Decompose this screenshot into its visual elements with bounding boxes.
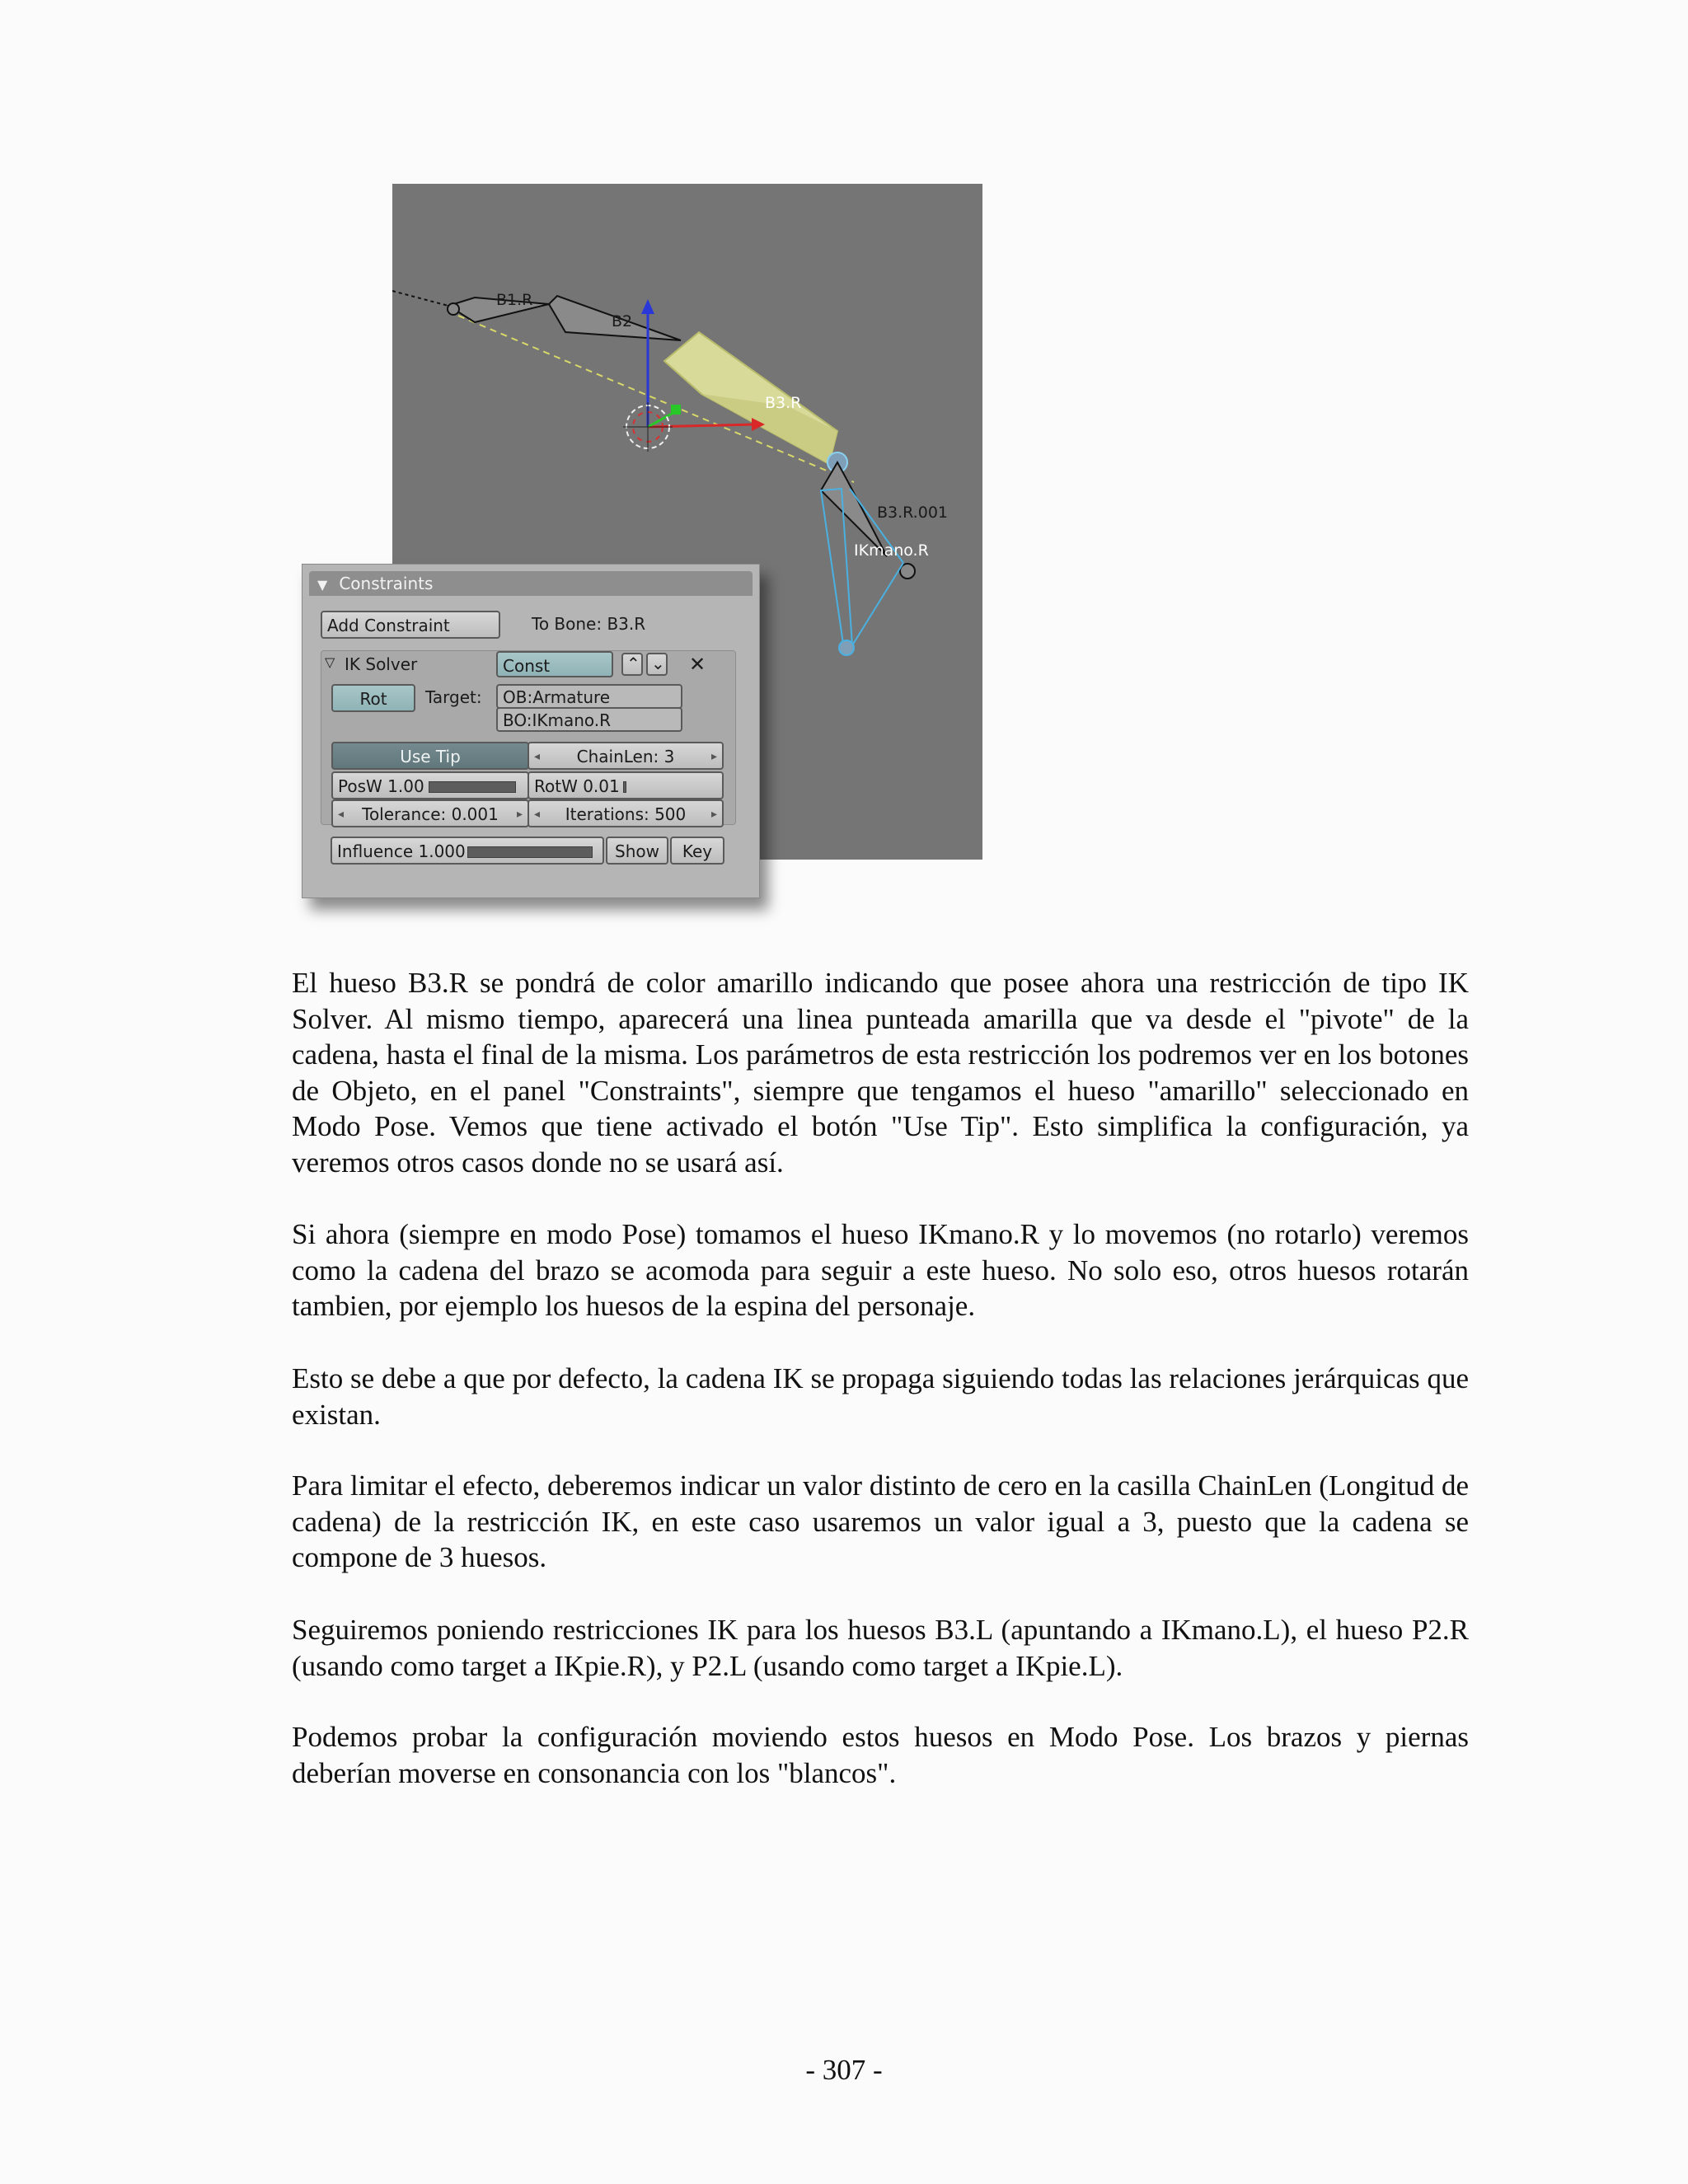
increment-arrow-icon[interactable]: ▸ [516, 808, 523, 821]
move-down-icon[interactable]: ⌄ [646, 653, 668, 676]
panel-header[interactable] [309, 571, 753, 596]
use-tip-toggle[interactable]: Use Tip [331, 742, 529, 770]
influence-slider[interactable]: Influence 1.000 [331, 837, 604, 865]
target-bone-field[interactable]: BO:IKmano.R [496, 707, 682, 732]
move-up-icon[interactable]: ⌃ [621, 653, 643, 676]
increment-arrow-icon[interactable]: ▸ [710, 808, 717, 821]
chainlen-field[interactable]: ◂ ChainLen: 3 ▸ [528, 742, 724, 770]
rotw-slider-fill [623, 781, 626, 793]
increment-arrow-icon[interactable]: ▸ [710, 750, 717, 763]
page-number: - 307 - [805, 2054, 883, 2086]
constraint-name-field[interactable]: Const [496, 651, 613, 677]
paragraph: Seguiremos poniendo restricciones IK para los huesos B3.L (apuntando a IKmano.L), el hueso P2.R (usando como target a IKpie.R), y P2.L (usando como target a IKpie.L). [292, 1614, 1469, 1682]
rotw-slider[interactable]: RotW 0.01 [528, 771, 724, 799]
panel-title: Constraints [339, 574, 434, 593]
bone-label-b1: B1.R [496, 291, 533, 309]
paragraph: Para limitar el efecto, deberemos indicar un valor distinto de cero en la casilla ChainLen (Longitud de cadena) de la restricción IK, en este caso usaremos un valor igual a 3, puesto que la cadena se compone de 3 huesos. [292, 1469, 1469, 1573]
paragraph: Si ahora (siempre en modo Pose) tomamos el hueso IKmano.R y lo movemos (no rotarlo) veremos como la cadena del brazo se acomoda para seguir a este hueso. No solo eso, otros huesos rotarán tambien, por ejemplo los huesos de la espina del personaje. [292, 1218, 1469, 1322]
decrement-arrow-icon[interactable]: ◂ [534, 750, 541, 763]
posw-slider[interactable]: PosW 1.00 [331, 771, 529, 799]
bone-label-ikmano: IKmano.R [854, 541, 929, 560]
paragraph: El hueso B3.R se pondrá de color amarillo indicando que posee ahora una restricción de tipo IK Solver. Al mismo tiempo, aparecerá una linea punteada amarilla que va desde el "pivote" de la cadena, hasta el final de la misma. Los parámetros de esta restricción los podremos ver en los botones de Objeto, en el panel "Constraints", siempre que tengamos el hueso "amarillo" seleccionado en Modo Pose. Vemos que tiene activado el botón "Use Tip". Esto simplifica la configuración, ya veremos otros casos donde no se usará así. [292, 967, 1469, 1179]
decrement-arrow-icon[interactable]: ◂ [338, 808, 345, 821]
parent-relation-line [392, 291, 448, 306]
ik-solver-subpanel [321, 650, 736, 825]
influence-slider-fill [467, 846, 593, 858]
paragraph: Esto se debe a que por defecto, la cadena IK se propaga siguiendo todas las relaciones jerárquicas que existan. [292, 1362, 1469, 1431]
target-label: Target: [425, 687, 482, 707]
tolerance-field[interactable]: ◂ Tolerance: 0.001 ▸ [331, 799, 529, 827]
to-bone-label: To Bone: B3.R [532, 614, 646, 634]
constraints-panel [302, 564, 760, 898]
rot-button[interactable]: Rot [331, 684, 415, 712]
delete-constraint-icon[interactable]: ✕ [689, 653, 706, 676]
collapse-triangle-icon[interactable]: ▼ [317, 577, 328, 593]
target-object-field[interactable]: OB:Armature [496, 684, 682, 709]
ik-solver-label: IK Solver [345, 654, 418, 674]
bone-label-b3-001: B3.R.001 [877, 504, 948, 522]
decrement-arrow-icon[interactable]: ◂ [534, 808, 541, 821]
bone-label-b2: B2 [612, 312, 633, 330]
bone-label-b3: B3.R [765, 394, 802, 412]
show-button[interactable]: Show [606, 837, 668, 865]
paragraph: Podemos probar la configuración moviendo estos huesos en Modo Pose. Los brazos y piernas deberían moverse en consonancia con los "blancos". [292, 1721, 1469, 1789]
posw-slider-fill [429, 781, 516, 793]
iterations-field[interactable]: ◂ Iterations: 500 ▸ [528, 799, 724, 827]
key-button[interactable]: Key [670, 837, 724, 865]
collapse-triangle-icon[interactable]: ▽ [325, 654, 335, 670]
add-constraint-button[interactable]: Add Constraint [321, 611, 500, 639]
